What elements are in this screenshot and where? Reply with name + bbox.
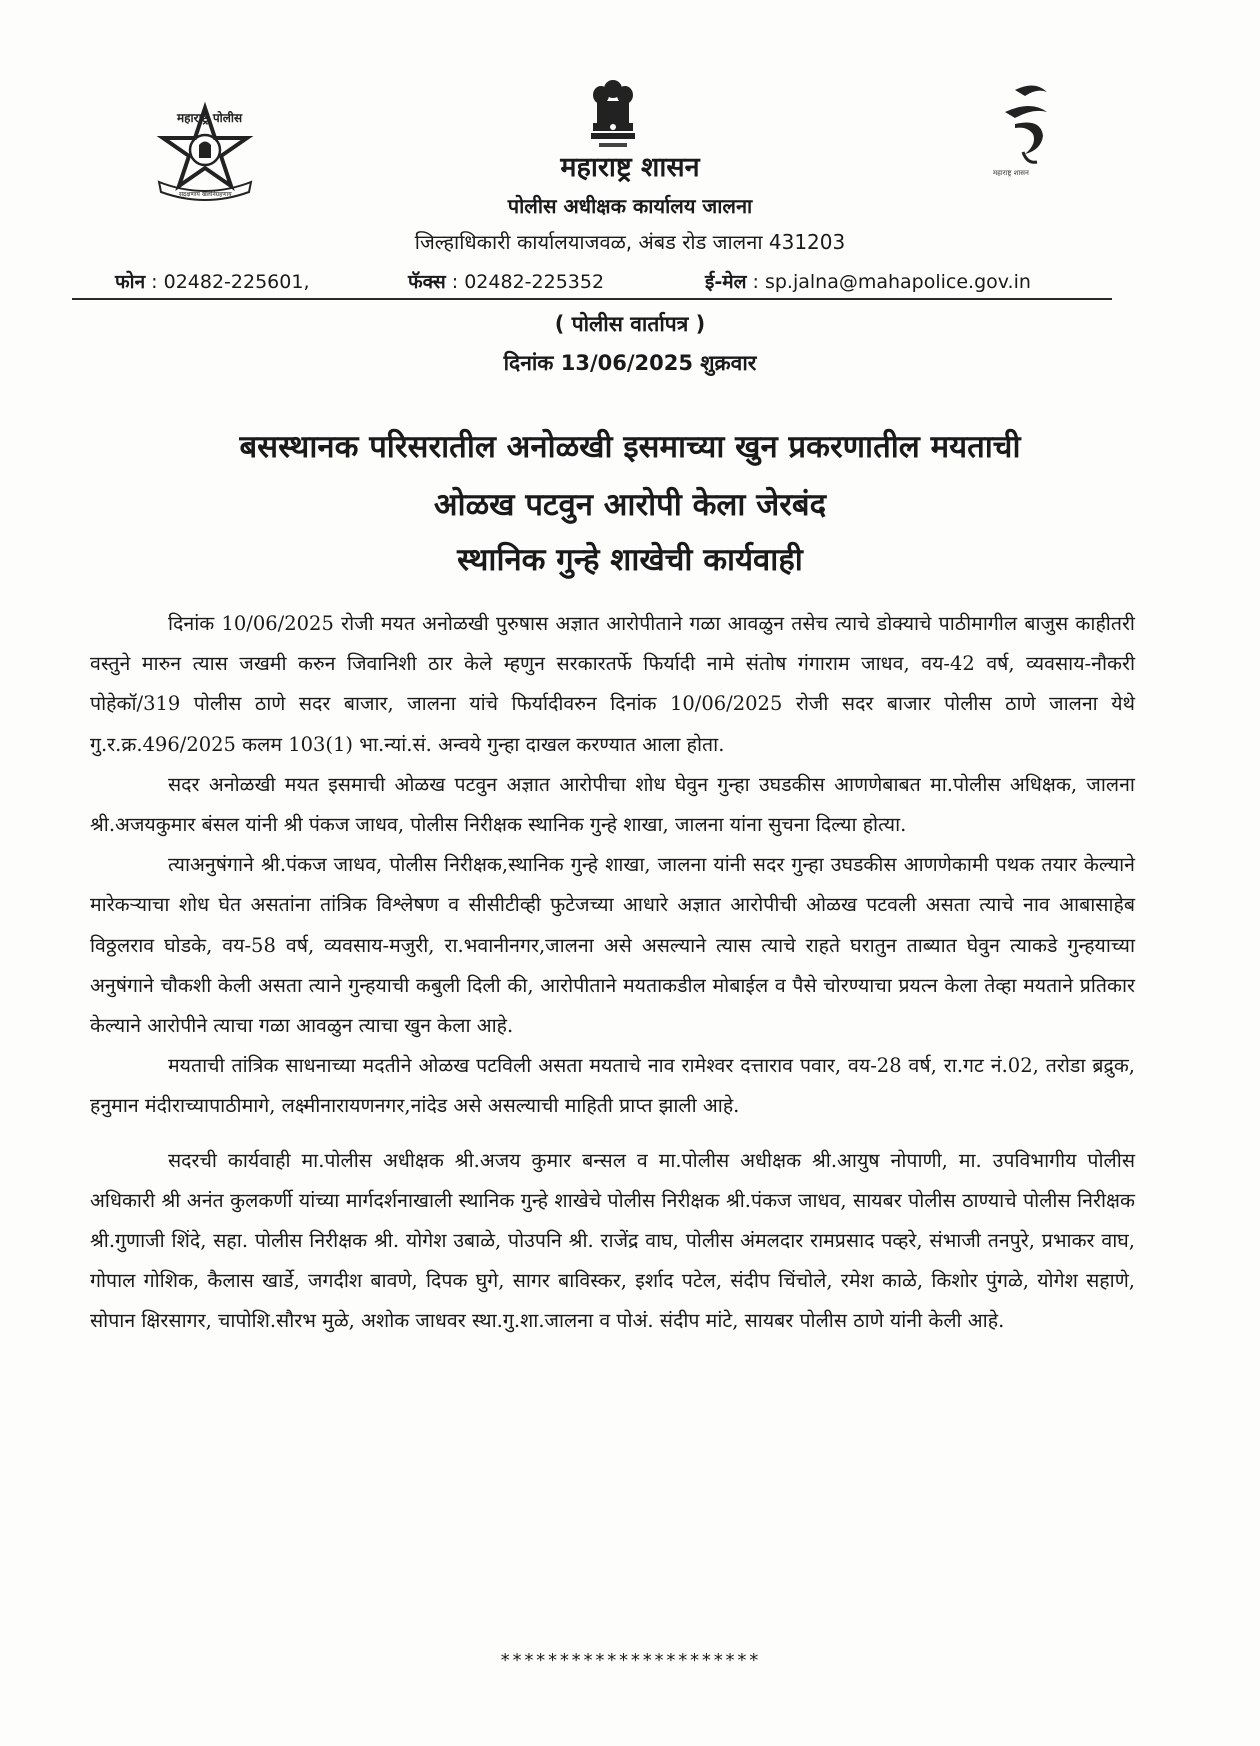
fax-number: 02482-225352 <box>464 271 605 293</box>
office-address: जिल्हाधिकारी कार्यालयाजवळ, अंबड रोड जालना 431203 <box>414 230 846 254</box>
press-note-label: ( पोलीस वार्तापत्र ) <box>554 312 706 336</box>
office-name: पोलीस अधीक्षक कार्यालय जालना <box>507 194 753 218</box>
headline-line-2: ओळख पटवुन आरोपी केला जेरबंद <box>433 487 827 523</box>
release-date: दिनांक 13/06/2025 शुक्रवार <box>503 351 757 375</box>
paragraph-3: त्याअनुषंगाने श्री.पंकज जाधव, पोलीस निरीक्षक,स्थानिक गुन्हे शाखा, जालना यांनी सदर गुन्हा उघडकीस आणणेकामी पथक तयार केल्याने मारेकऱ्याचा शोध घेत असतांना तांत्रिक विश्लेषण व सीसीटीव्ही फुटेजच्या आधारे अज्ञात आरोपीची ओळख पटवली असता त्याचे नाव आबासाहेब विठ्ठलराव घोडके, वय-58 वर्ष, व्यवसाय-मजुरी, रा.भवानीनगर,जालना असे असल्याने त्यास त्याचे राहते घरातुन ताब्यात घेवुन त्याकडे गुन्हयाच्या अनुषंगाने चौकशी केली असता त्याने गुन्हयाची कबुली दिली की, आरोपीताने मयताकडील मोबाईल व पैसे चोरण्याचा प्रयत्न केला तेव्हा मयताने प्रतिकार केल्याने आरोपीने त्याचा गळा आवळुन त्याचा खुन केला आहे. <box>90 853 1135 1038</box>
end-marker: ********************** <box>499 1650 761 1671</box>
logo-left-motto: सद्रक्षणाय खलनिग्रहणाय <box>179 191 232 198</box>
phone-info: फोन : 02482-225601, <box>115 271 310 293</box>
fax-label: फॅक्स <box>408 271 446 293</box>
paragraph-4: मयताची तांत्रिक साधनाच्या मदतीने ओळख पटविली असता मयताचे नाव रामेश्वर दत्ताराव पवार, वय-28 वर्ष, रा.गट नं.02, तरोडा ब्रद्रुक, हनुमान मंदीराच्यापाठीमागे, लक्ष्मीनारायणनगर,नांदेड असे असल्याची माहिती प्राप्त झाली आहे. <box>90 1054 1135 1118</box>
headline-line-3: स्थानिक गुन्हे शाखेची कार्यवाही <box>457 542 803 578</box>
email-label: ई-मेल <box>705 271 747 293</box>
email-info: ई-मेल : sp.jalna@mahapolice.gov.in <box>705 271 1031 293</box>
fax-info: फॅक्स : 02482-225352 <box>408 271 605 293</box>
government-title: महाराष्ट्र शासन <box>560 152 700 183</box>
paragraph-5: सदरची कार्यवाही मा.पोलीस अधीक्षक श्री.अजय कुमार बन्सल व मा.पोलीस अधीक्षक श्री.आयुष नोपाणी, मा. उपविभागीय पोलीस अधिकारी श्री अनंत कुलकर्णी यांच्या मार्गदर्शनाखाली स्थानिक गुन्हे शाखेचे पोलीस निरीक्षक श्री.पंकज जाधव, सायबर पोलीस ठाण्याचे पोलीस निरीक्षक श्री.गुणाजी शिंदे, सहा. पोलीस निरीक्षक श्री. योगेश उबाळे, पोउपनि श्री. राजेंद्र वाघ, पोलीस अंमलदार रामप्रसाद पव्हरे, संभाजी तनपुरे, प्रभाकर वाघ, गोपाल गोशिक, कैलास खार्डे, जगदीश बावणे, दिपक घुगे, सागर बाविस्कर, इर्शाद पटेल, संदीप चिंचोले, रमेश काळे, किशोर पुंगळे, योगेश सहाणे, सोपान क्षिरसागर, चापोशि.सौरभ मुळे, अशोक जाधवर स्था.गु.शा.जालना व पोअं. संदीप मांटे, सायबर पोलीस ठाणे यांनी केली आहे. <box>90 1148 1135 1333</box>
national-emblem-icon <box>585 75 641 155</box>
paragraph-1: दिनांक 10/06/2025 रोजी मयत अनोळखी पुरुषास अज्ञात आरोपीताने गळा आवळुन तसेच त्याचे डोक्याचे पाठीमागील बाजुस काहीतरी वस्तुने मारुन त्यास जखमी करुन जिवानिशी ठार केले म्हणुन सरकारतर्फे फिर्यादी नामे संतोष गंगाराम जाधव, वय-42 वर्ष, व्यवसाय-नौकरी पोहेकॉ/319 पोलीस ठाणे सदर बाजार, जालना यांचे फिर्यादीवरुन दिनांक 10/06/2025 रोजी सदर बाजार पोलीस ठाणे जालना येथे गु.र.क्र.496/2025 कलम 103(1) भा.न्यां.सं. अन्वये गुन्हा दाखल करण्यात आला होता. <box>90 612 1135 756</box>
logo-left-text-top: महाराष्ट्र पोलीस <box>177 111 243 125</box>
body-text <box>90 604 1135 1342</box>
header-divider <box>72 298 1112 300</box>
phone-number: 02482-225601, <box>163 271 310 293</box>
paragraph-2: सदर अनोळखी मयत इसमाची ओळख पटवुन अज्ञात आरोपीचा शोध घेवुन गुन्हा उघडकीस आणणेबाबत मा.पोलीस अधिक्षक, जालना श्री.अजयकुमार बंसल यांनी श्री पंकज जाधव, पोलीस निरीक्षक स्थानिक गुन्हे शाखा, जालना यांना सुचना दिल्या होत्या. <box>90 772 1135 837</box>
phone-label: फोन <box>115 271 146 293</box>
logo-right-text: महाराष्ट्र शासन <box>993 169 1029 177</box>
email-address[interactable]: sp.jalna@mahapolice.gov.in <box>764 271 1031 293</box>
headline-line-1: बसस्थानक परिसरातील अनोळखी इसमाच्या खुन प्रकरणातील मयताची <box>239 429 1021 465</box>
